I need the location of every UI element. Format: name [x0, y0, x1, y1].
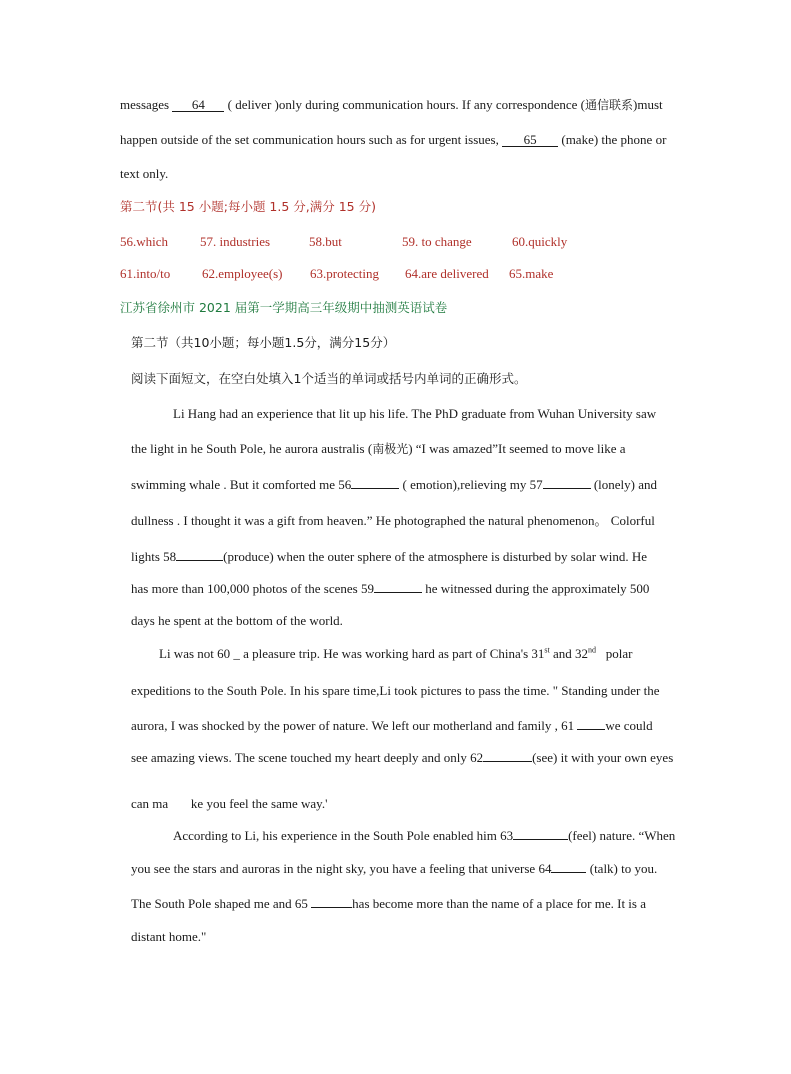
blank-65: 65 [502, 133, 558, 147]
passage-p1-line-6: has more than 100,000 photos of the scenes 59 he witnessed during the approximately 500 [131, 581, 650, 596]
section2-instruction: 阅读下面短文，在空白处填入1个适当的单词或括号内单词的正确形式。 [131, 371, 527, 386]
blank-64-passage [551, 872, 586, 873]
passage-p1-line-1: Li Hang had an experience that lit up his life. The PhD graduate from Wuhan University saw [173, 406, 657, 421]
blank-63 [513, 839, 568, 840]
blank-59 [374, 592, 422, 593]
passage-p1-line-2: the light in he South Pole, he aurora australis (南极光) “I was amazed”It seemed to move like a [131, 441, 626, 456]
answer-item: 63.protecting [310, 266, 379, 281]
passage-p2-line-3: aurora, I was shocked by the power of nature. We left our motherland and family , 61 we could [131, 718, 653, 733]
top-line-2: happen outside of the set communication hours such as for urgent issues, 65 (make) the phone or [120, 132, 667, 147]
answer-item: 57. industries [200, 234, 271, 249]
answer-item: 59. to change [402, 234, 472, 249]
answer-item: 61.into/to [120, 266, 171, 281]
blank-64: 64 [172, 98, 224, 112]
blank-62 [483, 761, 532, 762]
top-line-3: text only. [120, 166, 169, 181]
blank-61 [577, 729, 605, 730]
top-line-1: messages 64 ( deliver )only during communication hours. If any correspondence (通信联系)must [120, 97, 663, 112]
answer-item: 56.which [120, 234, 169, 249]
passage-p3-line-4: distant home." [131, 929, 207, 944]
passage-p1-line-3: swimming whale . But it comforted me 56 ( emotion),relieving my 57 (lonely) and [131, 477, 658, 492]
passage-p3-line-2: you see the stars and auroras in the night sky, you have a feeling that universe 64 (talk) to you. [131, 861, 658, 876]
passage-p2-line-4: see amazing views. The scene touched my heart deeply and only 62 (see) it with your own eyes [131, 750, 674, 765]
passage-p2-line-2: expeditions to the South Pole. In his spare time,Li took pictures to pass the time. " Standing under the [131, 683, 660, 698]
passage-p3-line-3: The South Pole shaped me and 65 has become more than the name of a place for me. It is a [131, 896, 646, 911]
blank-57 [543, 488, 591, 489]
passage-p1-line-7: days he spent at the bottom of the world. [131, 613, 343, 628]
answer-item: 64.are delivered [405, 266, 489, 281]
blank-65-passage [311, 907, 352, 908]
answer-heading: 第二节(共 15 小题;每小题 1.5 分,满分 15 分) [120, 199, 376, 214]
passage-p3-line-1: According to Li, his experience in the South Pole enabled him 63 (feel) nature. “When [173, 828, 676, 843]
answer-item: 65.make [509, 266, 554, 281]
blank-56 [351, 488, 399, 489]
passage-p1-line-5: lights 58 (produce) when the outer sphere of the atmosphere is disturbed by solar wind. He [131, 549, 647, 564]
passage-p2-line-5: can ma ke you feel the same way.' [131, 796, 328, 811]
answer-item: 62.employee(s) [202, 266, 283, 281]
answer-item: 60.quickly [512, 234, 568, 249]
passage-p1-line-4: dullness . I thought it was a gift from heaven.” He photographed the natural phenomenon。 Colorful [131, 513, 655, 528]
passage-p2-line-1: Li was not 60 _ a pleasure trip. He was working hard as part of China's 31st and 32nd polar [159, 645, 633, 661]
answer-item: 58.but [309, 234, 342, 249]
blank-58 [176, 560, 223, 561]
section2-heading: 第二节（共10小题；每小题1.5分，满分15分） [131, 335, 396, 350]
exam-title: 江苏省徐州市 2021 届第一学期高三年级期中抽测英语试卷 [120, 300, 448, 315]
